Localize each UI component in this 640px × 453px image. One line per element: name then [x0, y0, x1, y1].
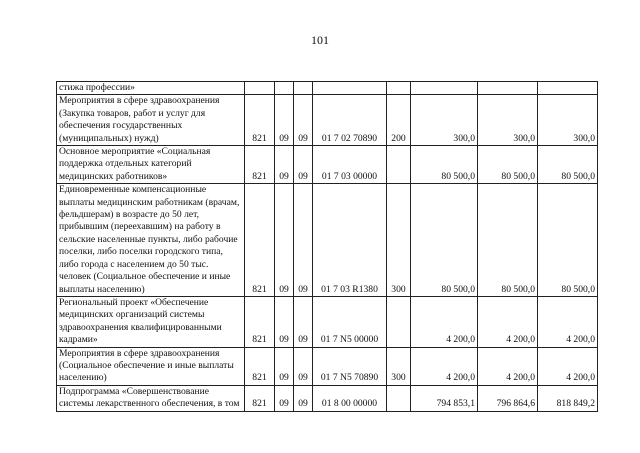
table-row — [57, 82, 598, 95]
row-amount-y1: 80 500,0 — [411, 184, 478, 297]
row-csr: 01 7 02 70890 — [313, 95, 387, 146]
row-csr: 01 7 03 00000 — [313, 146, 387, 184]
row-amount-y1: 300,0 — [411, 95, 478, 146]
row-amount-y1 — [411, 82, 478, 95]
row-pr: 09 — [294, 347, 313, 385]
row-rz: 09 — [275, 146, 294, 184]
row-vr: 300 — [387, 347, 411, 385]
row-name: Мероприятия в сфере здравоохранения (Социальное обеспечение и иные выплаты населению) — [57, 347, 245, 385]
row-name: стижа профессии» — [57, 82, 245, 95]
row-rz: 09 — [275, 296, 294, 347]
row-rz: 09 — [275, 385, 294, 411]
row-pr: 09 — [294, 385, 313, 411]
budget-table — [56, 81, 598, 412]
row-ved — [245, 82, 275, 95]
row-ved: 821 — [245, 184, 275, 297]
row-pr: 09 — [294, 296, 313, 347]
table-row — [57, 146, 598, 184]
row-csr: 01 8 00 00000 — [313, 385, 387, 411]
row-ved: 821 — [245, 95, 275, 146]
row-vr — [387, 82, 411, 95]
row-rz — [275, 82, 294, 95]
row-ved: 821 — [245, 296, 275, 347]
row-name: Основное мероприятие «Социальная поддержка отдельных категорий медицинских работников» — [57, 146, 245, 184]
row-amount-y1: 4 200,0 — [411, 296, 478, 347]
row-amount-y3: 80 500,0 — [538, 184, 598, 297]
row-amount-y3: 4 200,0 — [538, 296, 598, 347]
row-pr: 09 — [294, 146, 313, 184]
row-amount-y2: 300,0 — [478, 95, 538, 146]
row-vr — [387, 296, 411, 347]
row-vr: 200 — [387, 95, 411, 146]
row-amount-y2: 80 500,0 — [478, 184, 538, 297]
row-vr: 300 — [387, 184, 411, 297]
row-amount-y1: 794 853,1 — [411, 385, 478, 411]
row-name: Мероприятия в сфере здравоохранения (Закупка товаров, работ и услуг для обеспечения государственных (муниципальных) нужд) — [57, 95, 245, 146]
row-vr — [387, 385, 411, 411]
row-pr — [294, 82, 313, 95]
table-row — [57, 385, 598, 411]
row-rz: 09 — [275, 95, 294, 146]
table-row — [57, 184, 598, 297]
table-row — [57, 296, 598, 347]
row-ved: 821 — [245, 146, 275, 184]
page-number: 101 — [311, 33, 329, 47]
row-csr: 01 7 N5 70890 — [313, 347, 387, 385]
row-name: Подпрограмма «Совершенствование системы лекарственного обеспечения, в том — [57, 385, 245, 411]
row-amount-y2: 4 200,0 — [478, 347, 538, 385]
row-rz: 09 — [275, 184, 294, 297]
table-row — [57, 95, 598, 146]
row-amount-y2: 4 200,0 — [478, 296, 538, 347]
row-name: Единовременные компенсационные выплаты медицинским работникам (врачам, фельдшерам) в возрасте до 50 лет, прибывшим (переехавшим) на работу в сельские населенные пункты, либо рабочие поселки, либо поселки городского типа, либо города с населением до 50 тыс. человек (Социальное обеспечение и иные выплаты населению) — [57, 184, 245, 297]
row-rz: 09 — [275, 347, 294, 385]
row-amount-y2: 796 864,6 — [478, 385, 538, 411]
row-csr: 01 7 03 R1380 — [313, 184, 387, 297]
row-ved: 821 — [245, 385, 275, 411]
row-csr — [313, 82, 387, 95]
row-name: Региональный проект «Обеспечение медицинских организаций системы здравоохранения квалифицированными кадрами» — [57, 296, 245, 347]
row-amount-y2 — [478, 82, 538, 95]
row-csr: 01 7 N5 00000 — [313, 296, 387, 347]
row-amount-y3: 300,0 — [538, 95, 598, 146]
table-body — [57, 82, 598, 412]
row-vr — [387, 146, 411, 184]
row-amount-y2: 80 500,0 — [478, 146, 538, 184]
row-pr: 09 — [294, 184, 313, 297]
row-pr: 09 — [294, 95, 313, 146]
row-ved: 821 — [245, 347, 275, 385]
row-amount-y3: 4 200,0 — [538, 347, 598, 385]
row-amount-y3 — [538, 82, 598, 95]
row-amount-y1: 4 200,0 — [411, 347, 478, 385]
row-amount-y1: 80 500,0 — [411, 146, 478, 184]
table-row — [57, 347, 598, 385]
row-amount-y3: 818 849,2 — [538, 385, 598, 411]
row-amount-y3: 80 500,0 — [538, 146, 598, 184]
